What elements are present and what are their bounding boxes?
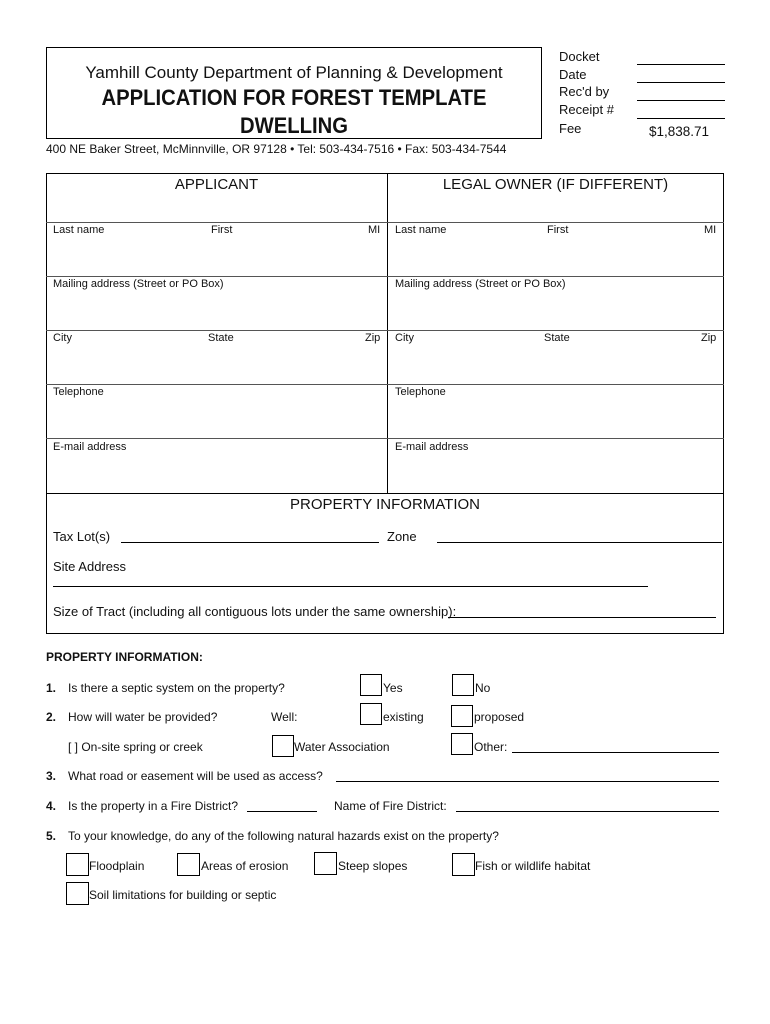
septic-yes-checkbox[interactable] — [360, 674, 382, 696]
owner-mailing-label: Mailing address (Street or PO Box) — [395, 278, 566, 290]
applicant-telephone-label: Telephone — [53, 386, 104, 398]
septic-no-label: No — [475, 681, 491, 695]
applicant-state-label: State — [208, 332, 234, 344]
docket-field[interactable] — [637, 64, 725, 65]
erosion-checkbox[interactable] — [177, 853, 200, 876]
receipt-field[interactable] — [637, 118, 725, 119]
owner-zip-label: Zip — [701, 332, 717, 344]
applicant-heading: APPLICANT — [174, 176, 259, 193]
site-address-field[interactable] — [53, 586, 648, 587]
size-of-tract-field[interactable] — [448, 617, 716, 618]
property-info-heading: PROPERTY INFORMATION — [289, 496, 481, 513]
water-other-field[interactable] — [512, 752, 719, 753]
well-proposed-label: proposed — [474, 710, 525, 724]
owner-mi-label: MI — [704, 224, 717, 236]
zone-label: Zone — [387, 529, 417, 544]
owner-heading: LEGAL OWNER (IF DIFFERENT) — [442, 176, 669, 193]
receipt-label: Receipt # — [559, 102, 614, 117]
row-divider — [46, 438, 724, 439]
size-of-tract-label: Size of Tract (including all contiguous lots under the same ownership): — [53, 604, 457, 619]
question-1-text: Is there a septic system on the property? — [68, 681, 285, 695]
applicant-mi-label: MI — [368, 224, 381, 236]
office-address: 400 NE Baker Street, McMinnville, OR 97128 • Tel: 503-434-7516 • Fax: 503-434-7544 — [46, 142, 507, 156]
form-title — [66, 84, 522, 140]
fire-district-answer-field[interactable] — [247, 811, 317, 812]
question-4-text: Is the property in a Fire District? — [68, 799, 239, 813]
owner-first-label: First — [547, 224, 569, 236]
fee-label: Fee — [559, 121, 582, 136]
septic-yes-label: Yes — [383, 681, 403, 695]
question-4-number: 4. — [46, 799, 57, 813]
fish-wildlife-checkbox[interactable] — [452, 853, 475, 876]
question-2-number: 2. — [46, 710, 57, 724]
form-title-line2: DWELLING — [240, 113, 348, 138]
question-3-text: What road or easement will be used as access? — [68, 769, 323, 783]
date-label: Date — [559, 67, 587, 82]
questions-heading: PROPERTY INFORMATION: — [46, 650, 203, 664]
water-other-label: Other: — [474, 740, 508, 754]
date-field[interactable] — [637, 82, 725, 83]
owner-state-label: State — [544, 332, 570, 344]
question-1-number: 1. — [46, 681, 57, 695]
soil-limitations-label: Soil limitations for building or septic — [89, 888, 277, 902]
applicant-first-label: First — [211, 224, 233, 236]
section-divider — [46, 493, 724, 494]
docket-label: Docket — [559, 49, 600, 64]
department-name: Yamhill County Department of Planning & Development — [85, 63, 503, 82]
applicant-owner-form — [46, 173, 724, 634]
question-5-number: 5. — [46, 829, 57, 843]
row-divider — [46, 384, 724, 385]
steep-slopes-label: Steep slopes — [338, 859, 408, 873]
soil-limitations-checkbox[interactable] — [66, 882, 89, 905]
erosion-label: Areas of erosion — [201, 859, 289, 873]
question-5-text: To your knowledge, do any of the following natural hazards exist on the property? — [68, 829, 499, 843]
owner-city-label: City — [395, 332, 414, 344]
question-2-text: How will water be provided? — [68, 710, 218, 724]
fee-value: $1,838.71 — [649, 124, 710, 139]
applicant-city-label: City — [53, 332, 72, 344]
well-existing-label: existing — [383, 710, 424, 724]
fire-district-name-label: Name of Fire District: — [334, 799, 447, 813]
well-proposed-checkbox[interactable] — [451, 705, 473, 727]
septic-no-checkbox[interactable] — [452, 674, 474, 696]
tax-lots-label: Tax Lot(s) — [53, 529, 111, 544]
spring-creek-option[interactable]: [ ] On-site spring or creek — [68, 740, 203, 754]
row-divider — [46, 330, 724, 331]
well-label: Well: — [271, 710, 298, 724]
fish-wildlife-label: Fish or wildlife habitat — [475, 859, 591, 873]
water-association-label: Water Association — [294, 740, 390, 754]
access-road-field[interactable] — [336, 781, 719, 782]
floodplain-checkbox[interactable] — [66, 853, 89, 876]
zone-field[interactable] — [437, 542, 722, 543]
question-3-number: 3. — [46, 769, 57, 783]
applicant-email-label: E-mail address — [53, 441, 127, 453]
well-existing-checkbox[interactable] — [360, 703, 382, 725]
owner-telephone-label: Telephone — [395, 386, 446, 398]
applicant-zip-label: Zip — [365, 332, 381, 344]
tax-lots-field[interactable] — [121, 542, 379, 543]
row-divider — [46, 276, 724, 277]
row-divider — [46, 222, 724, 223]
form-title-line1: APPLICATION FOR FOREST TEMPLATE — [101, 85, 487, 110]
owner-last-name-label: Last name — [395, 224, 447, 236]
fire-district-name-field[interactable] — [456, 811, 719, 812]
floodplain-label: Floodplain — [89, 859, 145, 873]
recd-by-label: Rec'd by — [559, 84, 610, 99]
site-address-label: Site Address — [53, 559, 126, 574]
applicant-mailing-label: Mailing address (Street or PO Box) — [53, 278, 224, 290]
steep-slopes-checkbox[interactable] — [314, 852, 337, 875]
recd-by-field[interactable] — [637, 100, 725, 101]
water-other-checkbox[interactable] — [451, 733, 473, 755]
applicant-last-name-label: Last name — [53, 224, 105, 236]
water-association-checkbox[interactable] — [272, 735, 294, 757]
owner-email-label: E-mail address — [395, 441, 469, 453]
